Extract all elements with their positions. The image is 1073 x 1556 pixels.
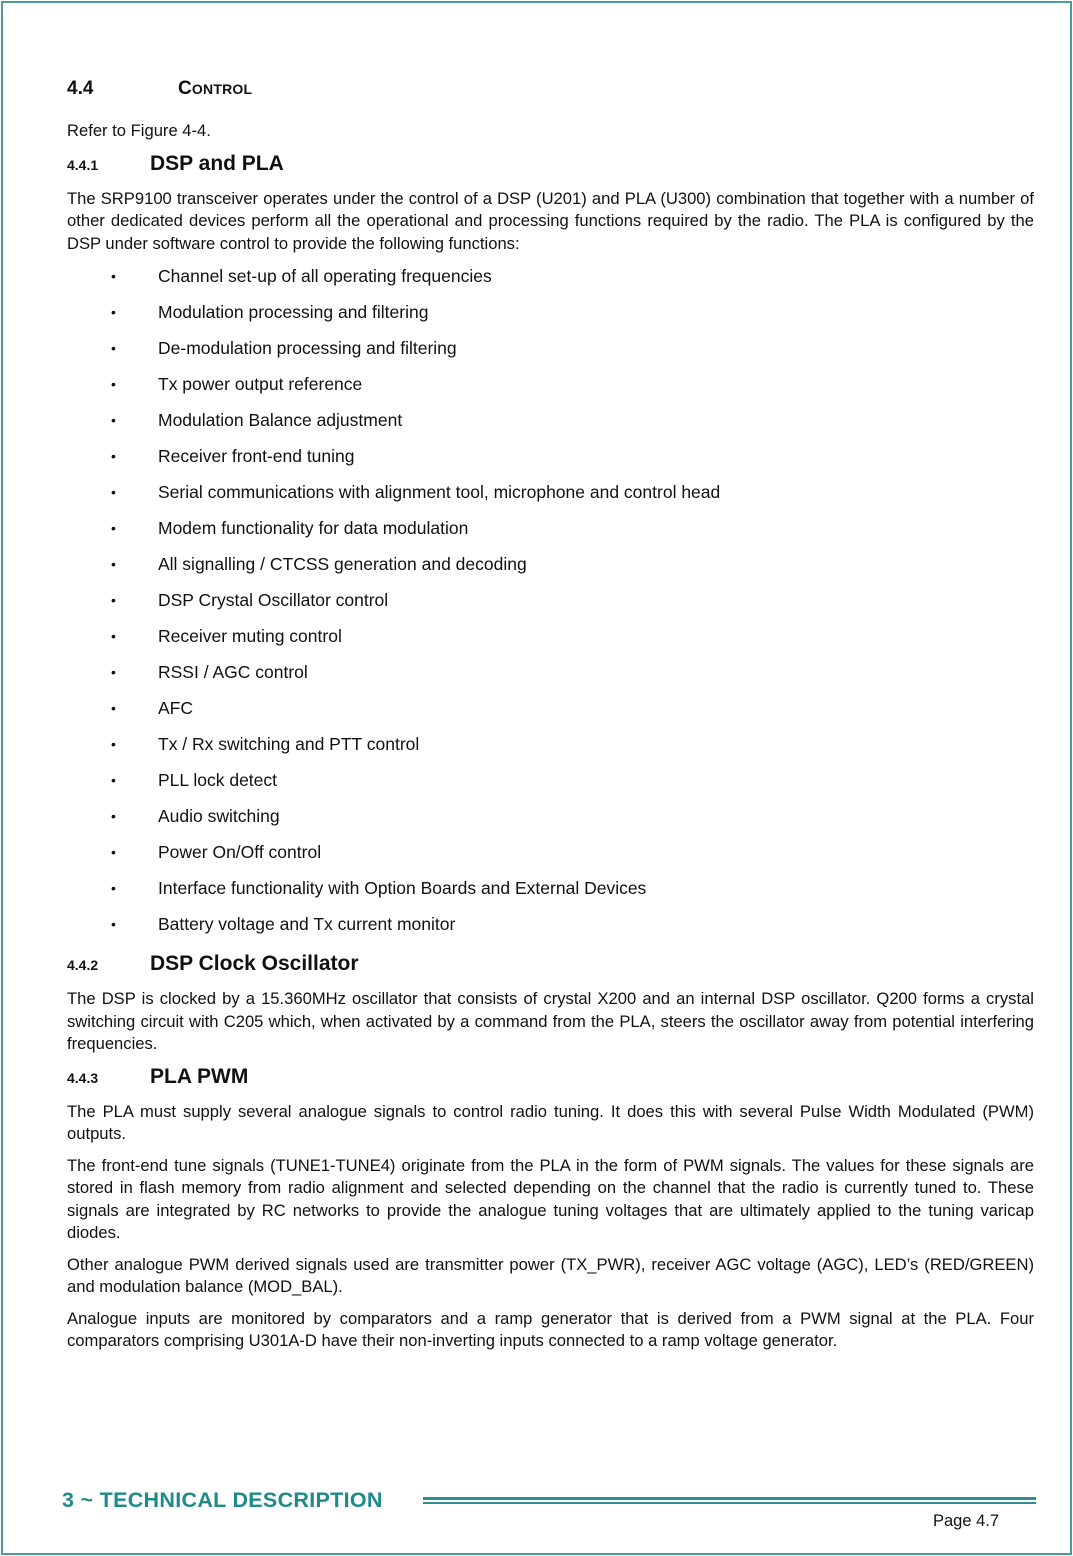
subsection-number: 4.4.1 <box>67 156 99 173</box>
bullet-icon: • <box>111 808 116 824</box>
list-item-text: DSP Crystal Oscillator control <box>158 590 389 610</box>
pwm-paragraph-4: Analogue inputs are monitored by comparators and a ramp generator that is derived from a PWM signal at the PLA. Four comparators comprising U301A-D have their non-inverting inputs connected to a ramp voltage generator. <box>67 1308 1034 1350</box>
bullet-icon: • <box>111 412 116 428</box>
list-item <box>67 516 1034 552</box>
bullet-icon: • <box>111 304 116 320</box>
list-item-text: Interface functionality with Option Boards and External Devices <box>158 878 647 898</box>
list-item <box>67 624 1034 660</box>
list-item-text: De-modulation processing and filtering <box>158 338 457 358</box>
list-item <box>67 876 1034 912</box>
subsection-heading-pwm <box>67 1065 1034 1089</box>
clock-oscillator-paragraph: The DSP is clocked by a 15.360MHz oscillator that consists of crystal X200 and an internal DSP oscillator. Q200 forms a crystal switching circuit with C205 which, when activated by a command from the PLA, steers the oscillator away from potential interfering frequencies. <box>67 989 1034 1053</box>
bullet-icon: • <box>111 772 116 788</box>
list-item-text: Modulation processing and filtering <box>158 302 429 322</box>
pwm-paragraph-2: The front-end tune signals (TUNE1-TUNE4) originate from the PLA in the form of PWM signals. The values for these signals are stored in flash memory from radio alignment and selected depending on the channel that the radio is currently tuned to. These signals are integrated by RC networks to provide the analogue tuning voltages that are ultimately applied to the tuning varicap diodes. <box>67 1155 1034 1242</box>
subsection-number: 4.4.2 <box>67 957 99 973</box>
section-title-initial: C <box>178 78 192 99</box>
list-item <box>67 804 1034 840</box>
list-item-text: Receiver front-end tuning <box>158 446 355 466</box>
list-item-text: Tx power output reference <box>158 374 363 394</box>
list-item <box>67 372 1034 408</box>
subsection-heading-dsp-pla <box>67 152 1034 176</box>
section-title <box>178 78 252 100</box>
list-item-text: Receiver muting control <box>158 626 342 646</box>
list-item-text: PLL lock detect <box>158 770 278 790</box>
footer-rule-line <box>423 1497 1036 1500</box>
dsp-pla-paragraph: The SRP9100 transceiver operates under the control of a DSP (U201) and PLA (U300) combination that together with a number of other dedicated devices perform all the operational and processing functions required by the radio. The PLA is configured by the DSP under software control to provide the following functions: <box>67 188 1034 253</box>
list-item-text: Modulation Balance adjustment <box>158 410 403 430</box>
list-item <box>67 732 1034 768</box>
list-item-text: Tx / Rx switching and PTT control <box>158 734 420 754</box>
subsection-heading-clock <box>67 952 1034 976</box>
list-item <box>67 660 1034 696</box>
bullet-icon: • <box>111 700 116 716</box>
list-item <box>67 768 1034 804</box>
page-number: Page 4.7 <box>933 1512 1000 1530</box>
bullet-icon: • <box>111 592 116 608</box>
list-item <box>67 588 1034 624</box>
list-item <box>67 264 1034 300</box>
bullet-icon: • <box>111 556 116 572</box>
list-item-text: All signalling / CTCSS generation and decoding <box>158 554 527 574</box>
list-item <box>67 336 1034 372</box>
bullet-icon: • <box>111 448 116 464</box>
list-item-text: Audio switching <box>158 806 280 826</box>
subsection-title: PLA PWM <box>150 1064 249 1088</box>
bullet-icon: • <box>111 376 116 392</box>
subsection-title: DSP and PLA <box>150 151 284 175</box>
list-item <box>67 912 1034 948</box>
footer-chapter-title: 3 ~ TECHNICAL DESCRIPTION <box>62 1488 383 1512</box>
bullet-icon: • <box>111 520 116 536</box>
list-item <box>67 552 1034 588</box>
bullet-icon: • <box>111 268 116 284</box>
section-heading <box>67 78 1034 100</box>
pwm-paragraph-1: The PLA must supply several analogue signals to control radio tuning. It does this with several Pulse Width Modulated (PWM) outputs. <box>67 1101 1034 1143</box>
list-item <box>67 840 1034 876</box>
bullet-icon: • <box>111 844 116 860</box>
subsection-number: 4.4.3 <box>67 1069 99 1086</box>
footer-rule-line <box>423 1502 1036 1504</box>
list-item-text: RSSI / AGC control <box>158 662 308 682</box>
document-body <box>67 78 1034 1362</box>
bullet-icon: • <box>111 916 116 932</box>
bullet-icon: • <box>111 736 116 752</box>
list-item <box>67 696 1034 732</box>
list-item-text: AFC <box>158 698 193 718</box>
bullet-icon: • <box>111 484 116 500</box>
bullet-icon: • <box>111 880 116 896</box>
list-item <box>67 444 1034 480</box>
section-title-rest: ONTROL <box>191 81 253 97</box>
bullet-icon: • <box>111 664 116 680</box>
bullet-icon: • <box>111 628 116 644</box>
list-item-text: Battery voltage and Tx current monitor <box>158 914 456 934</box>
bullet-icon: • <box>111 340 116 356</box>
subsection-title: DSP Clock Oscillator <box>150 952 359 975</box>
footer-double-rule <box>423 1497 1036 1506</box>
list-item-text: Modem functionality for data modulation <box>158 518 469 538</box>
list-item-text: Power On/Off control <box>158 842 322 862</box>
pwm-paragraph-3: Other analogue PWM derived signals used are transmitter power (TX_PWR), receiver AGC voltage (AGC), LED’s (RED/GREEN) and modulation balance (MOD_BAL). <box>67 1254 1034 1296</box>
list-item-text: Channel set-up of all operating frequencies <box>158 266 492 286</box>
section-number: 4.4 <box>67 78 94 99</box>
list-item <box>67 300 1034 336</box>
list-item <box>67 480 1034 516</box>
section-intro: Refer to Figure 4-4. <box>67 121 211 140</box>
list-item <box>67 408 1034 444</box>
function-bullet-list <box>67 264 1034 948</box>
list-item-text: Serial communications with alignment tool, microphone and control head <box>158 482 721 502</box>
